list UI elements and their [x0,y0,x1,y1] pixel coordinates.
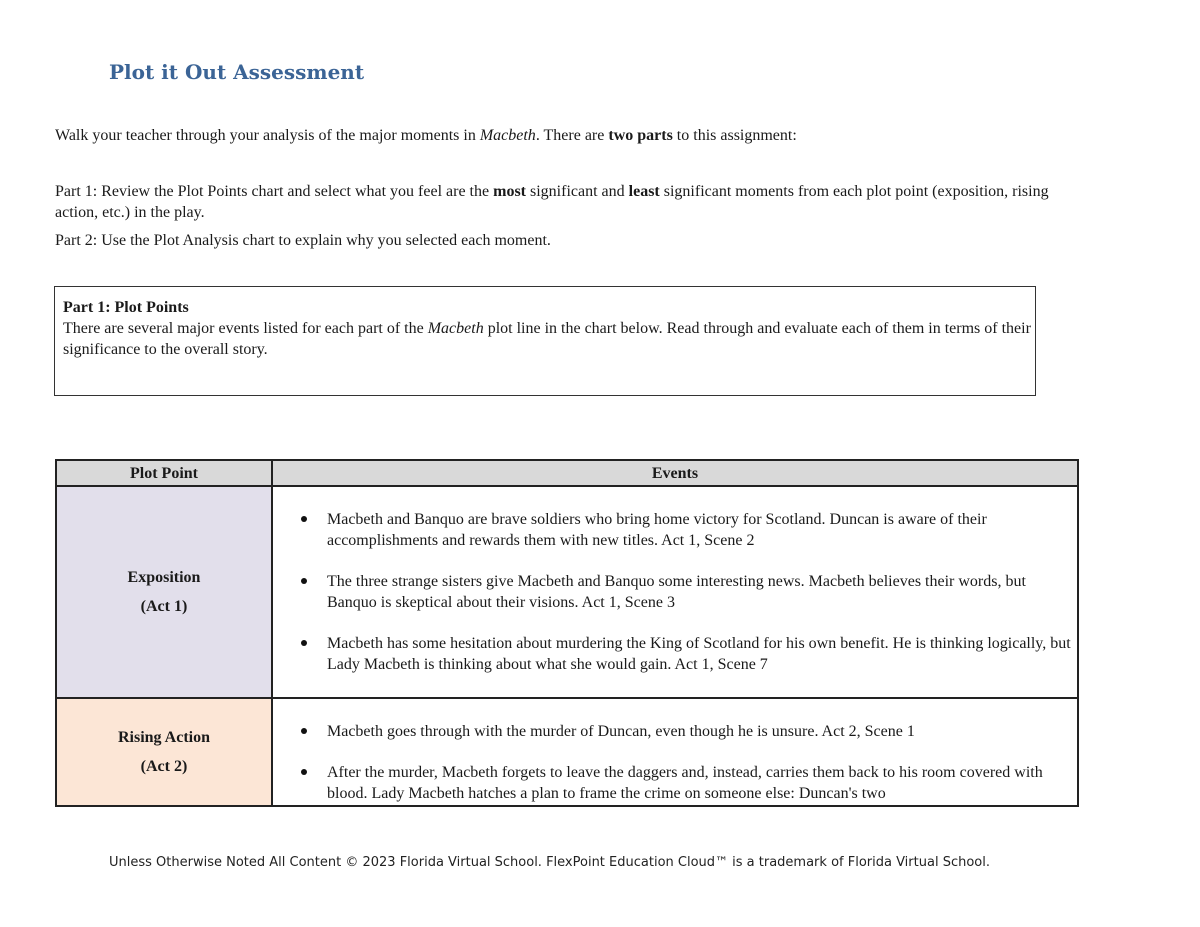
part1-instructions: Part 1: Review the Plot Points chart and select what you feel are the most significant and least significant moments from each plot point (exposition, rising action, etc.) in the play. [55,183,1049,221]
plot-point-cell [56,486,272,698]
plot-point-act: (Act 1) [140,598,188,615]
header-plot-point: Plot Point [56,460,272,486]
plot-point-cell [56,698,272,806]
plot-point-label: Rising Action [117,729,210,746]
plot-point-label: Exposition [127,569,201,586]
table-header-row [56,460,1078,486]
part2-instructions: Part 2: Use the Plot Analysis chart to explain why you selected each moment. [55,232,551,249]
box-body: There are several major events listed for each part of the Macbeth plot line in the chart below. Read through and evaluate each of them in terms of their significance to the overall story. [63,320,1031,358]
list-item: Macbeth goes through with the murder of Duncan, even though he is unsure. Act 2, Scene 1 [327,721,1073,742]
plot-points-table [55,459,1079,807]
list-item: Macbeth and Banquo are brave soldiers who bring home victory for Scotland. Duncan is aware of their accomplishments and rewards them with new titles. Act 1, Scene 2 [327,509,1073,551]
plot-point-act: (Act 2) [140,758,188,775]
list-item: The three strange sisters give Macbeth and Banquo some interesting news. Macbeth believes their words, but Banquo is skeptical about their visions. Act 1, Scene 3 [327,571,1073,613]
intro-paragraph: Walk your teacher through your analysis of the major moments in Macbeth. There are two parts to this assignment: [55,127,797,144]
list-item: Macbeth has some hesitation about murdering the King of Scotland for his own benefit. He is thinking logically, but Lady Macbeth is thinking about what she would gain. Act 1, Scene 7 [327,633,1073,675]
header-events: Events [272,460,1078,486]
box-heading: Part 1: Plot Points [63,299,189,316]
events-cell [272,698,1078,806]
table-row [56,698,1078,806]
list-item: After the murder, Macbeth forgets to leave the daggers and, instead, carries them back to his room covered with blood. Lady Macbeth hatches a plan to frame the crime on someone else: Duncan's two [327,762,1073,804]
footer-copyright: Unless Otherwise Noted All Content © 2023 Florida Virtual School. FlexPoint Education Cloud™ is a trademark of Florida Virtual School. [109,855,990,870]
table-row [56,486,1078,698]
events-cell [272,486,1078,698]
page-title: Plot it Out Assessment [109,60,365,84]
plot-points-box [54,286,1036,396]
